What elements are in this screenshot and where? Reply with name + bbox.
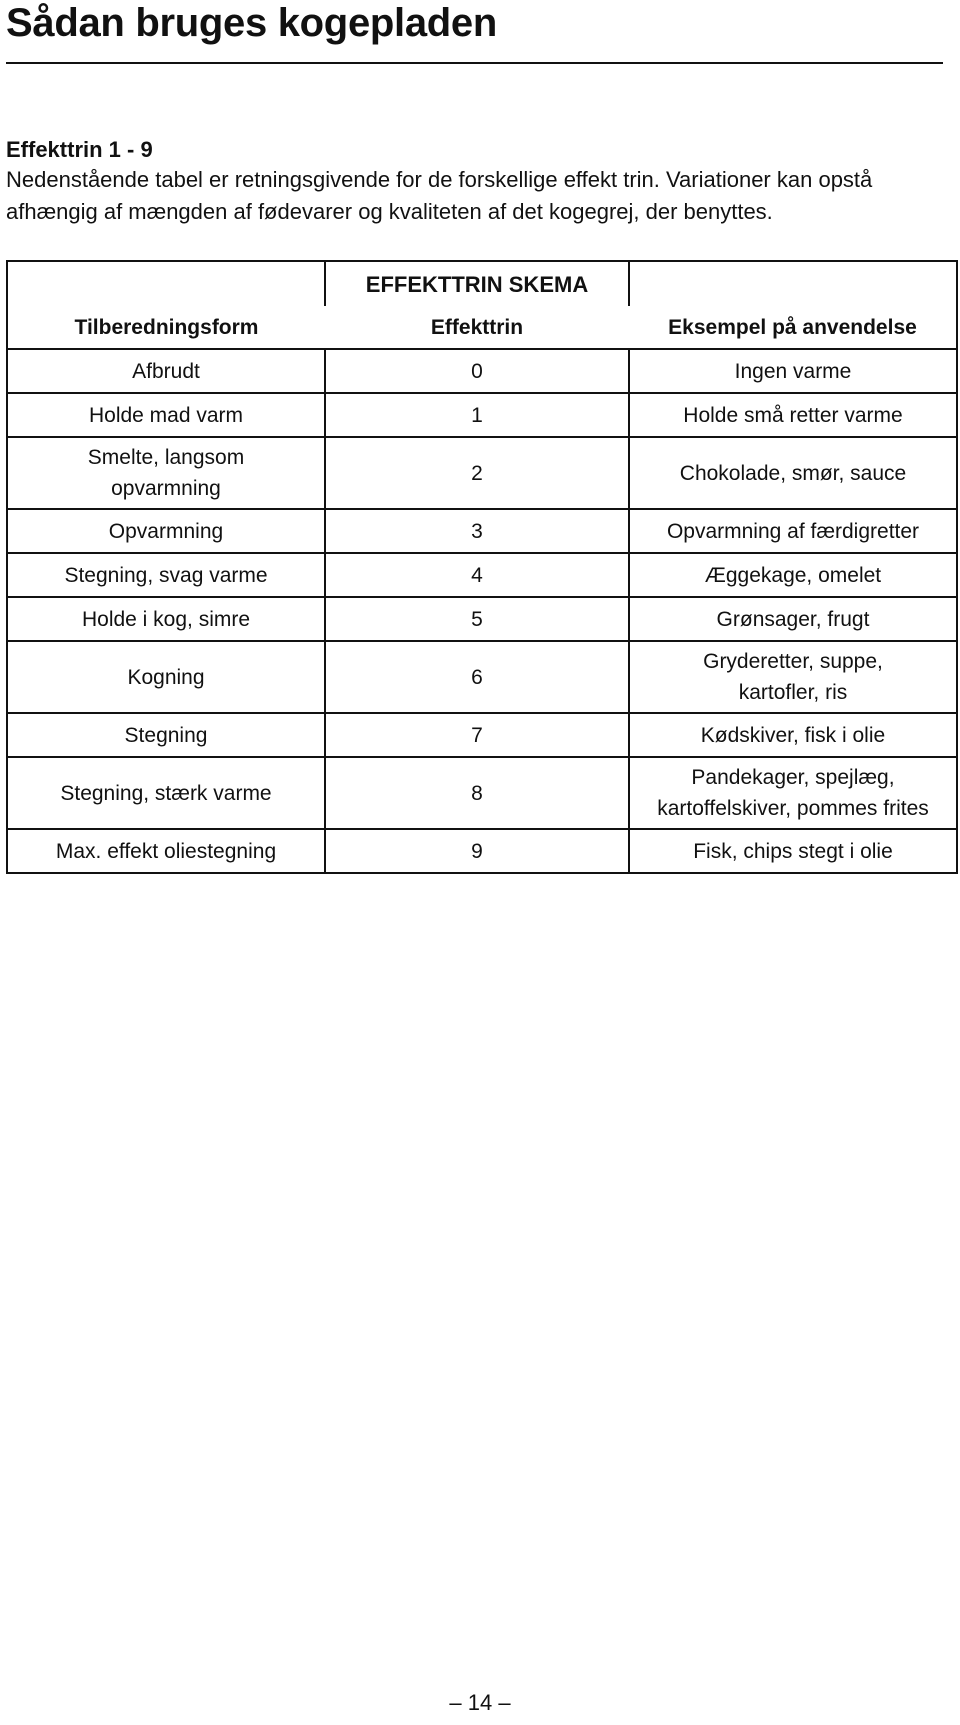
table-caption-spacer bbox=[7, 261, 325, 306]
column-header-example: Eksempel på anvendelse bbox=[629, 306, 957, 349]
method-cell: Afbrudt bbox=[7, 349, 325, 393]
method-cell: Max. effekt oliestegning bbox=[7, 829, 325, 873]
example-cell: Fisk, chips stegt i olie bbox=[629, 829, 957, 873]
page-title: Sådan bruges kogepladen bbox=[6, 1, 497, 45]
table-row bbox=[7, 757, 957, 829]
example-cell: Ingen varme bbox=[629, 349, 957, 393]
method-cell: Opvarmning bbox=[7, 509, 325, 553]
example-cell: Æggekage, omelet bbox=[629, 553, 957, 597]
example-cell bbox=[629, 641, 957, 713]
section-heading: Effekttrin 1 - 9 bbox=[6, 137, 153, 162]
example-cell: Holde små retter varme bbox=[629, 393, 957, 437]
example-cell: Chokolade, smør, sauce bbox=[629, 437, 957, 509]
example-cell bbox=[629, 757, 957, 829]
table-row bbox=[7, 437, 957, 509]
method-cell: Stegning, stærk varme bbox=[7, 757, 325, 829]
example-cell: Opvarmning af færdigretter bbox=[629, 509, 957, 553]
page-number: – 14 – bbox=[449, 1690, 511, 1715]
level-cell: 9 bbox=[325, 829, 629, 873]
level-cell: 7 bbox=[325, 713, 629, 757]
table-row bbox=[7, 597, 957, 641]
level-cell: 1 bbox=[325, 393, 629, 437]
level-cell: 4 bbox=[325, 553, 629, 597]
level-cell: 8 bbox=[325, 757, 629, 829]
level-cell: 2 bbox=[325, 437, 629, 509]
table-caption: EFFEKTTRIN SKEMA bbox=[325, 261, 629, 306]
level-cell: 3 bbox=[325, 509, 629, 553]
method-cell: Kogning bbox=[7, 641, 325, 713]
level-cell: 6 bbox=[325, 641, 629, 713]
table-row bbox=[7, 509, 957, 553]
table-row bbox=[7, 393, 957, 437]
example-cell: Kødskiver, fisk i olie bbox=[629, 713, 957, 757]
level-cell: 0 bbox=[325, 349, 629, 393]
title-divider bbox=[6, 62, 943, 64]
level-cell: 5 bbox=[325, 597, 629, 641]
table-caption-spacer bbox=[629, 261, 957, 306]
method-cell: Holde mad varm bbox=[7, 393, 325, 437]
table-row bbox=[7, 641, 957, 713]
column-header-level: Effekttrin bbox=[325, 306, 629, 349]
intro-paragraph: Nedenstående tabel er retningsgivende for de forskellige effekt trin. Variationer kan opstå afhængig af mængden af fødevarer og kvaliteten af det kogegrej, der benyttes. bbox=[6, 167, 873, 224]
example-text: Pandekager, spejlæg, kartoffelskiver, pommes frites bbox=[657, 766, 929, 820]
table-row bbox=[7, 553, 957, 597]
table-row bbox=[7, 349, 957, 393]
method-cell: Stegning, svag varme bbox=[7, 553, 325, 597]
table-header-row bbox=[7, 306, 957, 349]
table-row bbox=[7, 829, 957, 873]
example-text: Gryderetter, suppe, kartofler, ris bbox=[703, 650, 883, 704]
method-cell: Stegning bbox=[7, 713, 325, 757]
method-cell: Holde i kog, simre bbox=[7, 597, 325, 641]
column-header-method: Tilberedningsform bbox=[7, 306, 325, 349]
example-cell: Grønsager, frugt bbox=[629, 597, 957, 641]
method-text: Smelte, langsom opvarmning bbox=[87, 446, 245, 500]
table-row bbox=[7, 713, 957, 757]
table-caption-row bbox=[7, 261, 957, 306]
method-cell bbox=[7, 437, 325, 509]
power-level-table bbox=[6, 260, 958, 874]
